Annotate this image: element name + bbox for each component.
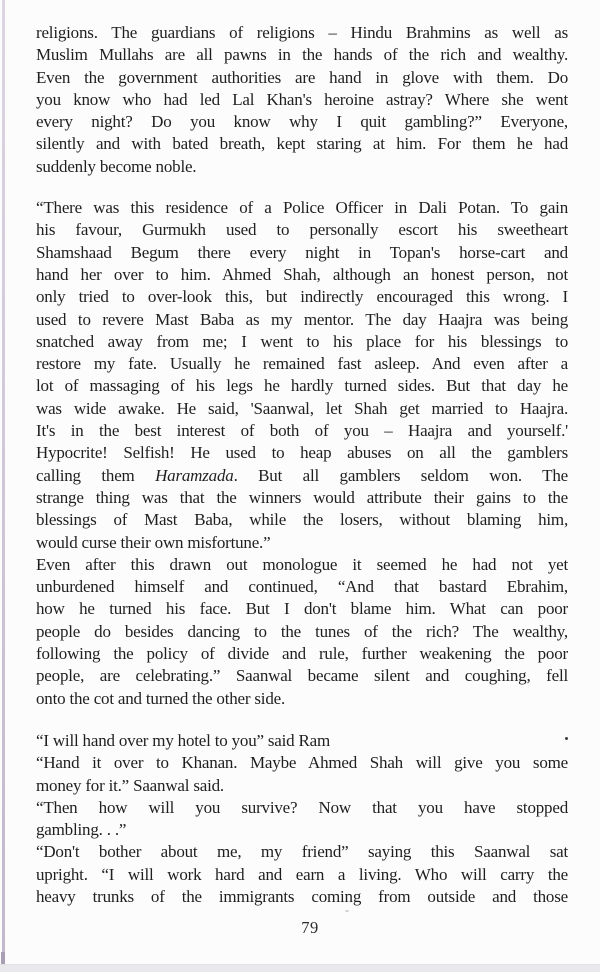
text-line: you know who had led Lal Khan's heroine astray? Where she went [36, 89, 568, 109]
text-line: his favour, Gurmukh used to personally escort his sweetheart [36, 220, 568, 240]
text-line: Hypocrite! Selfish! He used to heap abuses on all the gamblers [36, 443, 568, 463]
italic-word: Haramzada [155, 465, 234, 485]
text-line: Even after this drawn out monologue it seemed he had not yet [36, 554, 568, 574]
text-line: would curse their own misfortune.” [36, 532, 271, 552]
paragraph [36, 22, 568, 178]
text-line: “Hand it over to Khanan. Maybe Ahmed Shah will give you some [36, 753, 568, 773]
text-line: lot of massaging of his legs he hardly turned sides. But that day he [36, 376, 568, 396]
scan-edge-foot [1, 952, 5, 964]
text-line: people, are celebrating.” Saanwal became silent and coughing, fell [36, 666, 568, 686]
text-line: strange thing was that the winners would attribute their gains to the [36, 487, 568, 507]
text-line-with-italic [36, 465, 568, 487]
text-segment: calling them [36, 465, 156, 485]
text-line: It's in the best interest of both of you – Haajra and yourself.' [36, 421, 568, 441]
text-line: religions. The guardians of religions – Hindu Brahmins as well as [36, 23, 568, 42]
text-line: restore my fate. Usually he remained fast asleep. And even after a [36, 354, 568, 374]
text-line: silently and with bated breath, kept staring at him. For them he had [36, 134, 568, 154]
text-line: “Don't bother about me, my friend” saying this Saanwal sat [36, 842, 568, 862]
text-line: how he turned his face. But I don't blame him. What can poor [36, 599, 568, 619]
dialogue-paragraph [36, 752, 568, 797]
page-number: 79 [301, 918, 319, 937]
text-line: suddenly become noble. [36, 156, 197, 176]
text-line: unburdened himself and continued, “And that bastard Ebrahim, [36, 577, 568, 597]
text-line: Even the government authorities are hand in glove with them. Do [36, 67, 568, 87]
text-line: people do besides dancing to the tunes of the rich? The wealthy, [36, 621, 568, 641]
scan-edge-line [2, 0, 5, 958]
dialogue-paragraph [36, 797, 568, 842]
text-line: blessings of Mast Baba, while the losers, without blaming him, [36, 510, 568, 530]
text-line: only tried to over-look this, but indirectly encouraged this wrong. I [36, 287, 568, 307]
text-line: snatched away from me; I went to his place for his blessings to [36, 331, 568, 351]
text-line: Shamshaad Begum there every night in Topan's horse-cart and [36, 242, 568, 262]
dialogue-paragraph [36, 730, 568, 752]
text-line: following the policy of divide and rule, further weakening the poor [36, 644, 568, 664]
paragraph [36, 554, 568, 710]
text-line: onto the cot and turned the other side. [36, 688, 286, 708]
text-line: gambling. . .” [36, 820, 127, 840]
text-line: used to revere Mast Baba as my mentor. The day Haajra was being [36, 309, 568, 329]
text-line: heavy trunks of the immigrants coming from outside and those [36, 886, 568, 906]
text-line: every night? Do you know why I quit gambling?” Everyone, [36, 112, 568, 132]
text-line: was wide awake. He said, 'Saanwal, let Shah get married to Haajra. [36, 398, 568, 418]
ink-speck [565, 737, 568, 740]
dialogue-paragraph [36, 841, 568, 908]
text-line: hand her over to him. Ahmed Shah, although an honest person, not [36, 264, 568, 284]
text-line: upright. “I will work hard and earn a living. Who will carry the [36, 864, 568, 884]
text-segment: . But all gamblers seldom won. The [233, 465, 568, 485]
text-line: “There was this residence of a Police Officer in Dali Potan. To gain [36, 198, 568, 218]
text-line: “Then how will you survive? Now that you have stopped [36, 797, 568, 817]
paragraph [36, 197, 568, 554]
scan-smudge [345, 910, 349, 912]
text-line: money for it.” Saanwal said. [36, 775, 224, 795]
scan-bottom-band [0, 964, 600, 972]
text-line: “I will hand over my hotel to you” said Ram [36, 730, 331, 750]
text-line: Muslim Mullahs are all pawns in the hands of the rich and wealthy. [36, 45, 568, 65]
page-text [36, 22, 568, 908]
